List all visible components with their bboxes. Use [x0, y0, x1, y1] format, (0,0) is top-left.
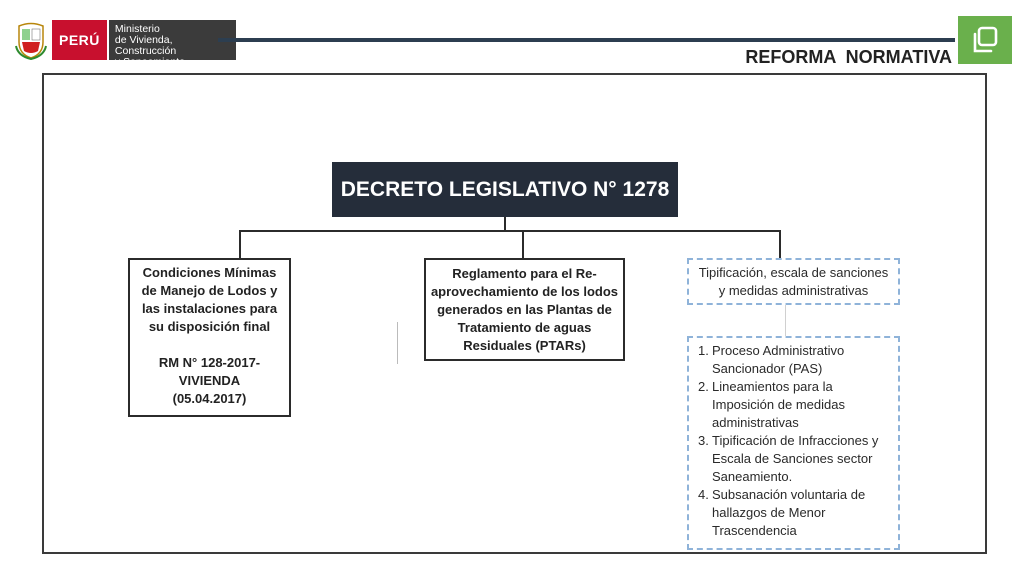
node-tipificacion: Tipificación, escala de sanciones y medidas administrativas	[687, 258, 900, 305]
connector-middle	[522, 230, 524, 258]
ministry-logo	[14, 20, 236, 68]
node-condiciones-minimas	[128, 258, 291, 417]
node-text: Condiciones Mínimas de Manejo de Lodos y las instalaciones para su disposición final	[141, 265, 278, 334]
ministry-name: Ministerio de Vivienda, Construcción y Saneamiento	[109, 20, 236, 60]
list-item: 1. Proceso Administrativo Sancionador (PAS)	[698, 343, 845, 376]
connector-right	[779, 230, 781, 258]
node-tipificacion-items	[687, 336, 900, 550]
faint-connector-right	[785, 305, 786, 337]
header-rule	[218, 38, 955, 42]
root-node: DECRETO LEGISLATIVO N° 1278	[332, 162, 678, 217]
page-title: REFORMA NORMATIVA	[745, 47, 952, 67]
copy-window-icon	[970, 25, 1000, 55]
list-item: 2. Lineamientos para la Imposición de medidas administrativas	[698, 379, 845, 430]
connector-root-down	[504, 217, 506, 231]
list-item: 4. Subsanación voluntaria de hallazgos de Menor Trascendencia	[698, 487, 866, 538]
node-reference: RM N° 128-2017- VIVIENDA (05.04.2017)	[158, 355, 261, 406]
country-label: PERÚ	[52, 20, 107, 60]
node-reglamento: Reglamento para el Re- aprovechamiento de los lodos generados en las Plantas de Tratamiento de aguas Residuales (PTARs)	[424, 258, 625, 361]
connector-horizontal	[239, 230, 781, 232]
connector-left	[239, 230, 241, 258]
coat-of-arms-icon	[14, 20, 48, 60]
list-item: 3. Tipificación de Infracciones y Escala de Sanciones sector Saneamiento.	[698, 433, 879, 484]
copy-window-button[interactable]	[958, 16, 1012, 64]
faint-divider	[397, 322, 398, 364]
